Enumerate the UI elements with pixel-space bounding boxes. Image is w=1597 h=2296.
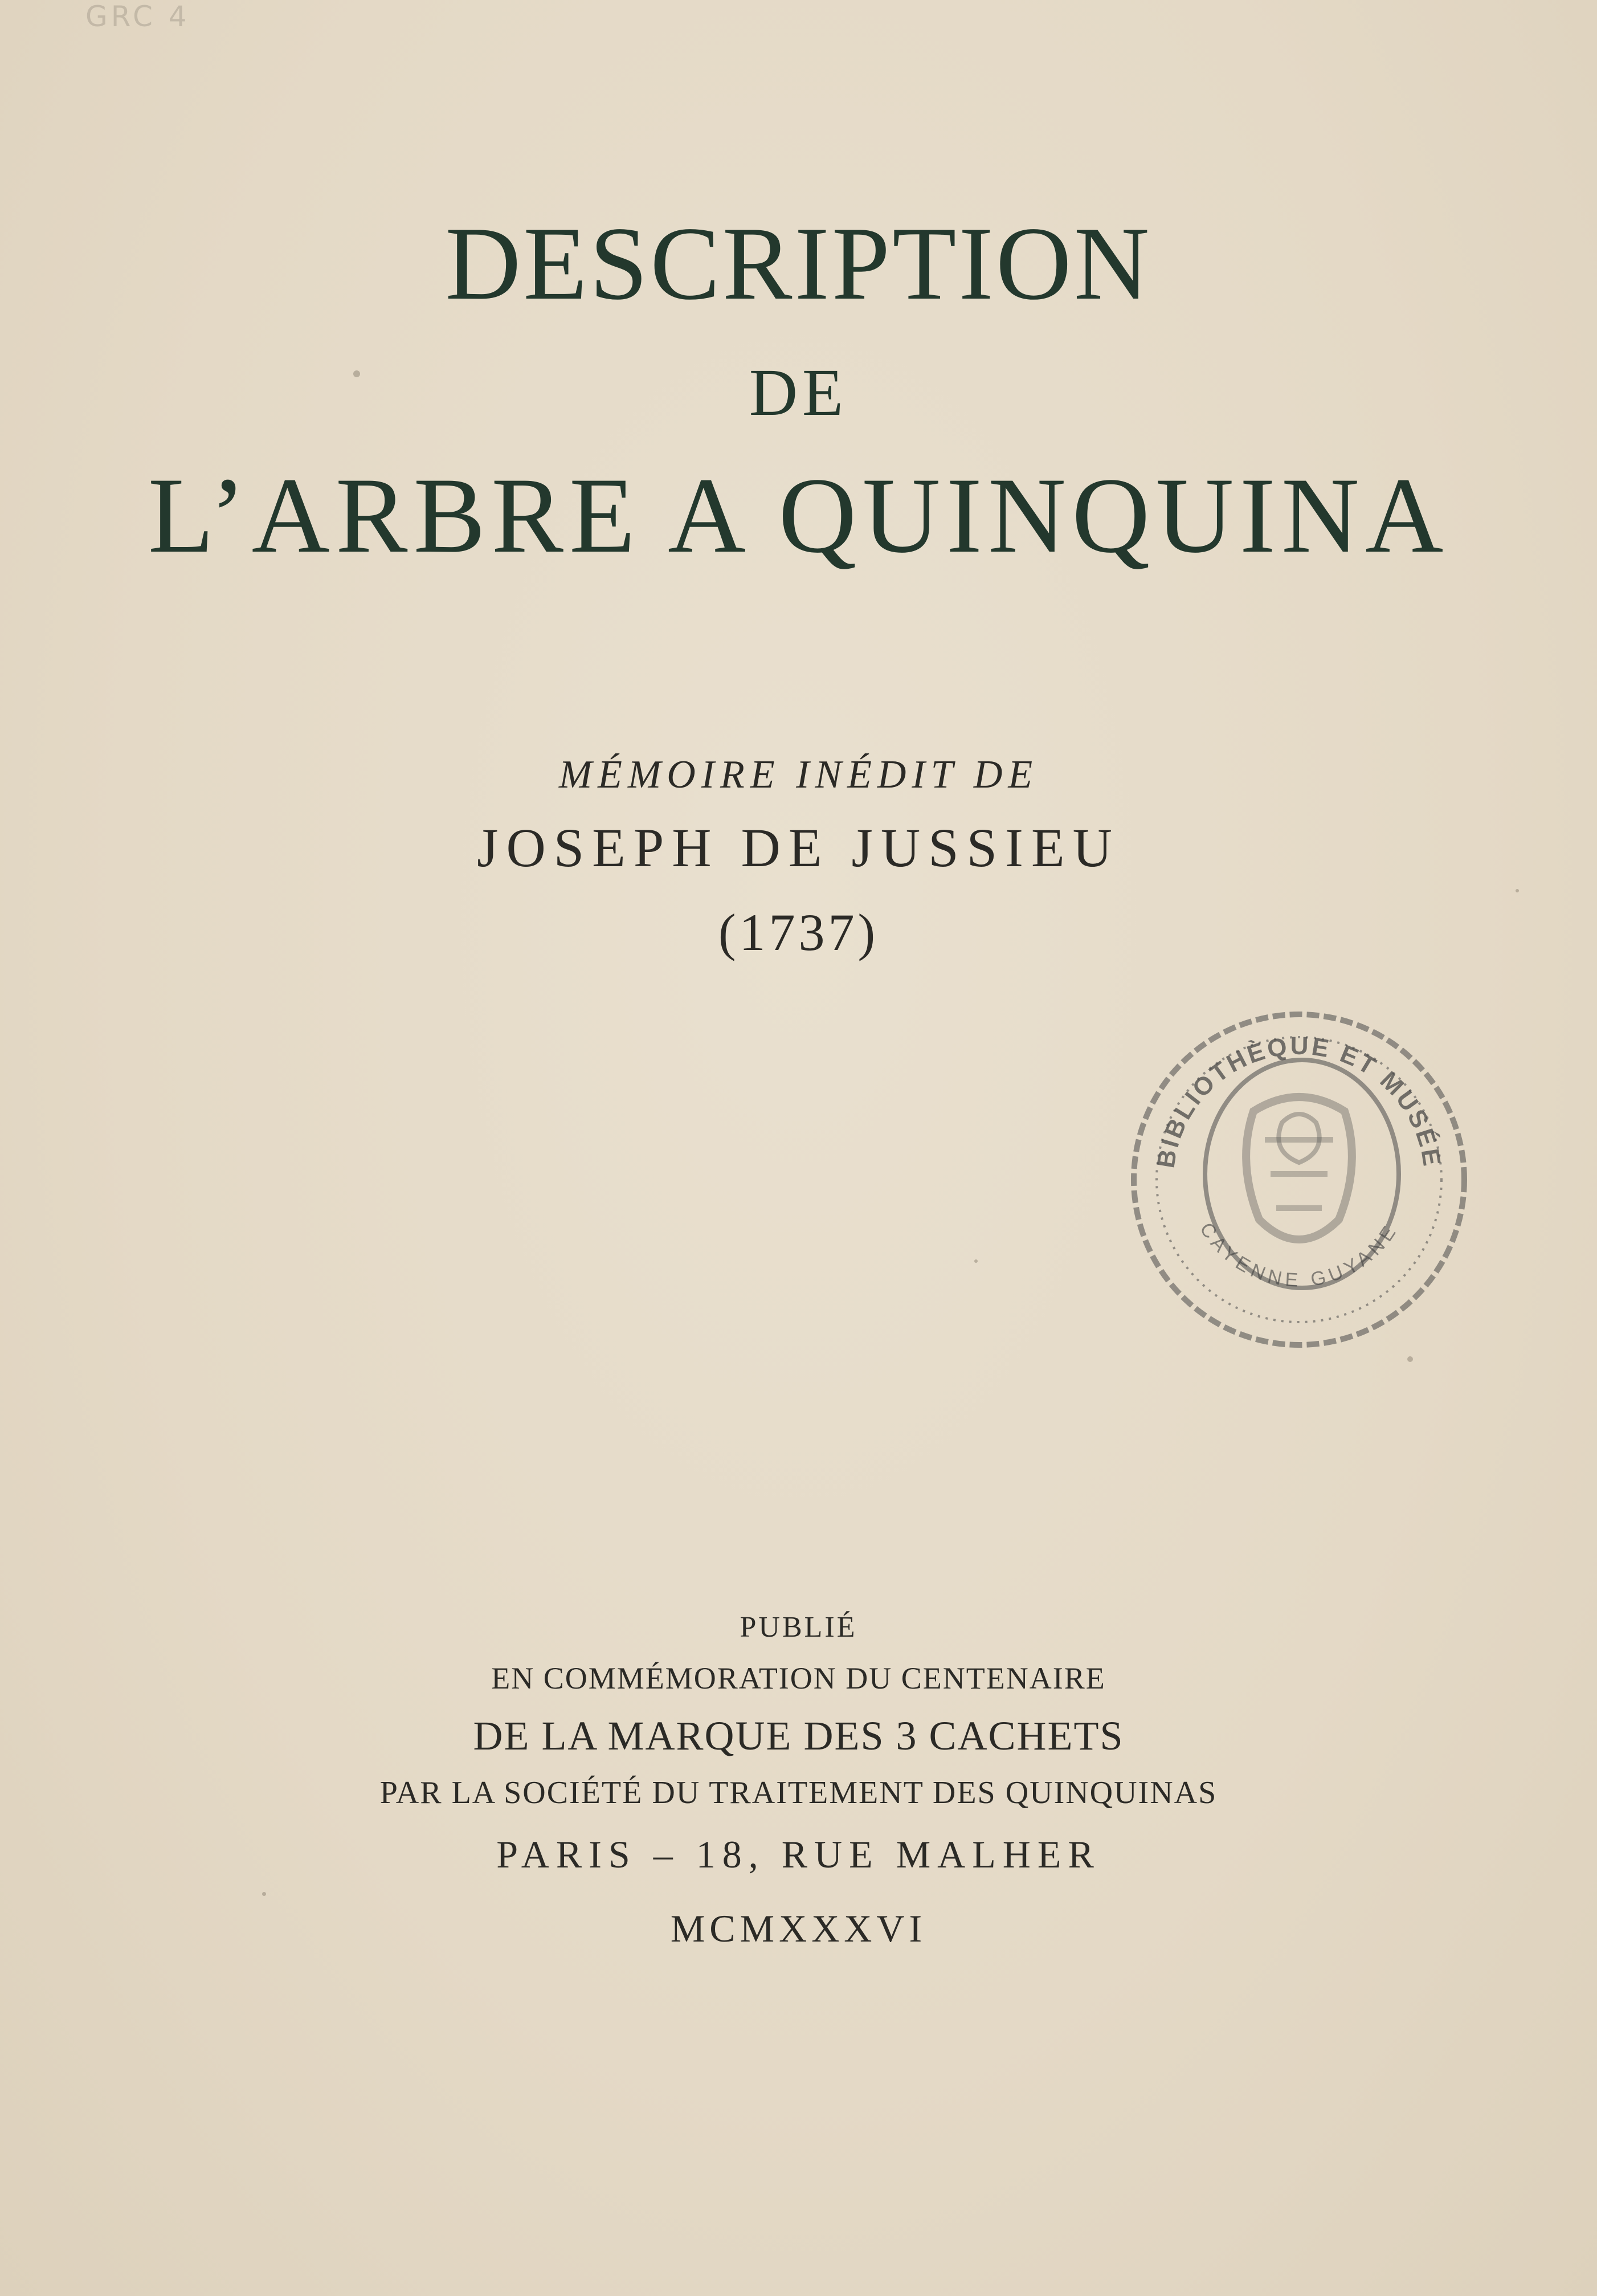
imprint-commemoration: EN COMMÉMORATION DU CENTENAIRE [491,1661,1106,1695]
stamp-top-text: BIBLIOTHÈQUE ET MUSÉE [1151,1031,1447,1171]
imprint-date: MCMXXXVI [670,1907,927,1950]
library-stamp-icon [1111,992,1487,1368]
paper-speck [262,1892,266,1896]
memoire-label: MÉMOIRE INÉDIT DE [558,753,1039,797]
imprint-marque: DE LA MARQUE DES 3 CACHETS [473,1713,1124,1759]
paper-speck [353,370,360,377]
imprint-society: PAR LA SOCIÉTÉ DU TRAITEMENT DES QUINQUINAS [379,1775,1218,1810]
paper-speck [1516,889,1519,892]
stamp-bottom-text: CAYENNE GUYANE [1195,1218,1403,1292]
title-line-3: L’ARBRE A QUINQUINA [148,456,1449,576]
imprint-address: PARIS – 18, RUE MALHER [496,1833,1101,1876]
publication-year: (1737) [718,903,879,961]
title-line-1: DESCRIPTION [445,205,1152,321]
svg-text:CAYENNE GUYANE [1195,1219,1403,1291]
corner-mark: GRC 4 [85,0,190,33]
paper-speck [1407,1356,1413,1362]
paper-speck [974,1259,978,1263]
title-line-2: DE [749,355,848,430]
imprint-published: PUBLIÉ [740,1611,857,1644]
author-name: JOSEPH DE JUSSIEU [477,817,1120,878]
